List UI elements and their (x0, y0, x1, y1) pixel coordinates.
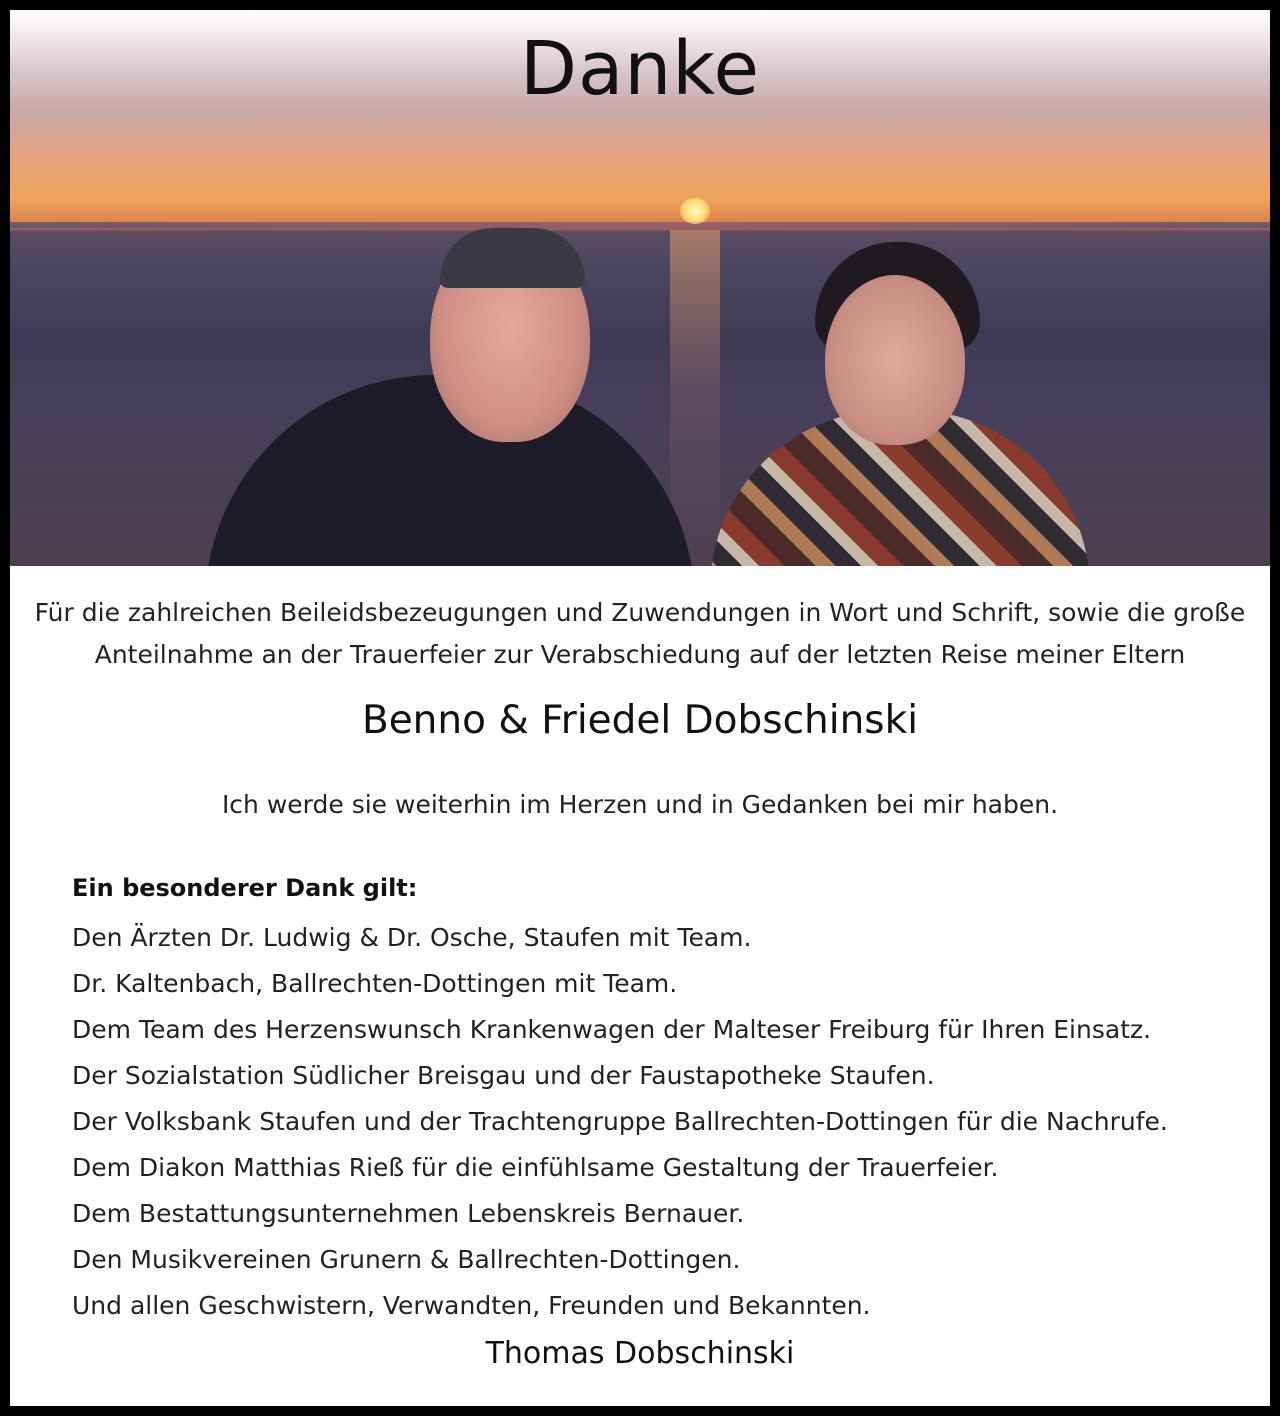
list-item: Der Volksbank Staufen und der Trachtengruppe Ballrechten-Dottingen für die Nachrufe. (72, 1107, 1168, 1136)
sun (680, 198, 710, 224)
list-item: Den Ärzten Dr. Ludwig & Dr. Osche, Staufen mit Team. (72, 923, 752, 952)
list-item: Dr. Kaltenbach, Ballrechten-Dottingen mit Team. (72, 969, 678, 998)
list-item: Dem Bestattungsunternehmen Lebenskreis Bernauer. (72, 1199, 745, 1228)
list-item: Und allen Geschwistern, Verwandten, Freunden und Bekannten. (72, 1291, 871, 1320)
list-item: Dem Diakon Matthias Rieß für die einfühlsame Gestaltung der Trauerfeier. (72, 1153, 999, 1182)
man-hair (440, 228, 585, 288)
deceased-names: Benno & Friedel Dobschinski (361, 698, 919, 743)
woman-face (825, 275, 965, 445)
intro-text: Für die zahlreichen Beileidsbezeugungen und Zuwendungen in Wort und Schrift, sowie die große Anteilnahme an der Trauerfeier zur Verabschiedung auf der letzten Reise meiner Eltern (34, 598, 1246, 669)
sun-reflection (670, 230, 720, 566)
list-item: Den Musikvereinen Grunern & Ballrechten-Dottingen. (72, 1245, 741, 1274)
thanks-list (72, 918, 1168, 1332)
thanks-heading: Ein besonderer Dank gilt: (72, 874, 418, 902)
page-title: Danke (520, 26, 760, 112)
memory-text: Ich werde sie weiterhin im Herzen und in Gedanken bei mir haben. (221, 790, 1059, 819)
list-item: Der Sozialstation Südlicher Breisgau und der Faustapotheke Staufen. (72, 1061, 935, 1090)
signature: Thomas Dobschinski (485, 1336, 795, 1371)
list-item: Dem Team des Herzenswunsch Krankenwagen der Malteser Freiburg für Ihren Einsatz. (72, 1015, 1152, 1044)
horizon (10, 222, 1270, 228)
